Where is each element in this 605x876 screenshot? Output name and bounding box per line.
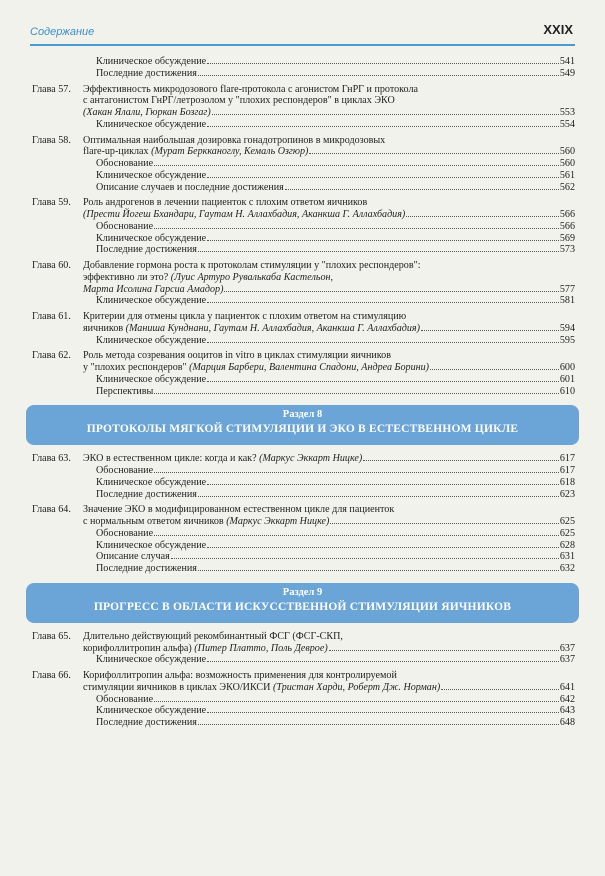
subsection-entry <box>30 694 575 706</box>
entry-page-number: 642 <box>559 693 575 705</box>
toc-entry-text <box>96 295 575 307</box>
entry-page-number: 623 <box>559 488 575 500</box>
toc-entry-text <box>83 643 575 655</box>
toc-entry-text <box>83 135 385 147</box>
toc-entry-text <box>96 694 575 706</box>
entry-title: с антагонистом ГнРГ/летрозолом у "плохих респондеров" в циклах ЭКО <box>83 95 395 107</box>
entry-page-number: 595 <box>559 334 575 346</box>
chapter-entry <box>30 453 575 465</box>
entry-title: Последние достижения <box>96 244 197 256</box>
entry-page-number: 566 <box>559 209 575 220</box>
entry-page-number: 562 <box>559 181 575 193</box>
toc-entry-text <box>96 233 575 245</box>
running-header <box>30 20 575 46</box>
entry-title: Критерии для отмены цикла у пациенток с плохим ответом на стимуляцию <box>83 311 407 322</box>
entry-page-number: 628 <box>559 539 575 551</box>
entry-title: Значение ЭКО в модифицированном естественном цикле для пациенток <box>83 504 395 516</box>
entry-page-number: 561 <box>559 169 575 181</box>
dot-leader <box>171 551 559 559</box>
entry-title: Обоснование <box>96 158 154 169</box>
entry-page-number: 560 <box>559 146 575 158</box>
toc-entry-text <box>83 362 575 374</box>
entry-title: Роль андрогенов в лечении пациенток с плохим ответом яичников <box>83 197 368 209</box>
subsection-entry <box>30 158 575 170</box>
subsection-entry <box>30 244 575 256</box>
entry-title: Клиническое обсуждение <box>96 169 207 181</box>
entry-page-number: 549 <box>559 67 575 79</box>
dot-leader <box>154 694 559 702</box>
entry-title: Обоснование <box>96 465 154 476</box>
entry-title: Последние достижения <box>96 563 197 574</box>
table-of-contents <box>30 56 575 729</box>
chapter-number: Глава 61. <box>32 311 71 322</box>
entry-authors: (Прести Йогеш Бхандари, Гаутам Н. Аллахбадия, Аканкша Г. Аллахбадия) <box>83 209 406 220</box>
header-rule <box>30 44 575 46</box>
chapter-entry-continuation <box>30 643 575 655</box>
entry-title: Последние достижения <box>96 488 197 500</box>
toc-entry-text <box>96 170 575 182</box>
chapter-entry-continuation <box>30 209 575 221</box>
entry-page-number: 637 <box>559 654 575 666</box>
toc-entry-text <box>96 386 575 398</box>
dot-leader <box>285 182 559 190</box>
entry-title: ЭКО в естественном цикле: когда и как? <box>83 453 260 465</box>
subsection-entry <box>30 221 575 233</box>
dot-leader <box>212 107 559 115</box>
chapter-number: Глава 60. <box>32 260 71 271</box>
entry-title: Клиническое обсуждение <box>96 56 207 67</box>
entry-page-number: 581 <box>559 295 575 307</box>
entry-title: яичников <box>83 322 126 334</box>
dot-leader <box>406 209 559 217</box>
dot-leader <box>207 170 559 178</box>
entry-title: Клиническое обсуждение <box>96 295 207 307</box>
toc-entry-text <box>96 477 575 489</box>
entry-page-number: 637 <box>559 642 575 654</box>
dot-leader <box>154 465 559 473</box>
subsection-entry <box>30 335 575 347</box>
subsection-entry <box>30 540 575 552</box>
subsection-entry <box>30 119 575 131</box>
chapter-entry <box>30 504 575 516</box>
subsection-entry <box>30 528 575 540</box>
entry-title: Клиническое обсуждение <box>96 654 207 666</box>
page-number: XXIX <box>543 22 573 37</box>
subsection-entry <box>30 654 575 666</box>
toc-entry-text <box>96 465 575 477</box>
entry-page-number: 554 <box>559 118 575 130</box>
toc-entry-text <box>83 260 421 272</box>
chapter-number: Глава 62. <box>32 350 71 362</box>
toc-entry-text <box>96 119 575 131</box>
toc-entry-text <box>96 551 575 563</box>
toc-entry-text <box>83 670 397 682</box>
toc-entry-text <box>83 350 391 362</box>
chapter-entry <box>30 670 575 682</box>
entry-page-number: 610 <box>559 385 575 397</box>
entry-authors: (Маркус Эккарт Ницке) <box>226 516 330 527</box>
entry-page-number: 601 <box>559 373 575 385</box>
dot-leader <box>330 516 558 524</box>
entry-title: Обоснование <box>96 527 154 539</box>
entry-authors: (Хакан Ялали, Гюркан Бозгаг) <box>83 107 211 118</box>
entry-title: стимуляции яичников в циклах ЭКО/ИКСИ <box>83 681 273 693</box>
toc-entry-text <box>83 631 343 643</box>
chapter-number: Глава 66. <box>32 670 71 681</box>
entry-title: Обоснование <box>96 220 154 232</box>
entry-page-number: 553 <box>559 107 575 118</box>
entry-title: Последние достижения <box>96 67 197 79</box>
entry-title: Добавление гормона роста к протоколам стимуляции у "плохих респондеров": <box>83 260 421 271</box>
toc-entry-text <box>96 244 575 256</box>
chapter-entry <box>30 84 575 96</box>
section-banner <box>26 405 579 445</box>
entry-title: Клиническое обсуждение <box>96 232 207 244</box>
entry-title: с нормальным ответом яичников <box>83 516 227 527</box>
chapter-number: Глава 57. <box>32 83 71 95</box>
dot-leader <box>154 528 559 536</box>
entry-page-number: 641 <box>559 681 575 693</box>
entry-title: Описание случаев и последние достижения <box>96 181 284 193</box>
entry-title: Клиническое обсуждение <box>96 476 207 488</box>
dot-leader <box>198 68 559 76</box>
chapter-entry <box>30 350 575 362</box>
toc-entry-text <box>96 489 575 501</box>
dot-leader <box>198 489 559 497</box>
toc-entry-text <box>83 107 575 119</box>
entry-title: Клиническое обсуждение <box>96 118 207 130</box>
entry-authors: (Луис Артуро Рувалькаба Кастельон, <box>170 271 334 283</box>
subsection-entry <box>30 170 575 182</box>
entry-page-number: 617 <box>559 465 575 476</box>
dot-leader <box>207 56 559 64</box>
subsection-entry <box>30 489 575 501</box>
entry-authors: (Мурат Беркканоглу, Кемаль Озгюр) <box>151 146 309 158</box>
entry-page-number: 632 <box>559 563 575 574</box>
dot-leader <box>207 374 559 382</box>
dot-leader <box>198 244 559 252</box>
entry-title: flare-up-циклах <box>83 146 152 158</box>
toc-entry-text <box>83 284 575 296</box>
toc-entry-text <box>83 272 333 284</box>
dot-leader <box>207 335 559 343</box>
toc-entry-text <box>96 221 575 233</box>
dot-leader <box>363 453 559 461</box>
toc-entry-text <box>83 516 575 528</box>
entry-title: корифоллитропин альфа) <box>83 642 195 654</box>
entry-title: эффективно ли это? <box>83 271 171 283</box>
chapter-entry-continuation <box>30 107 575 119</box>
subsection-entry <box>30 477 575 489</box>
toc-entry-text <box>83 209 575 221</box>
entry-page-number: 625 <box>559 516 575 527</box>
entry-page-number: 600 <box>559 362 575 373</box>
entry-title: Клиническое обсуждение <box>96 705 207 717</box>
chapter-entry <box>30 311 575 323</box>
chapter-number: Глава 58. <box>32 134 71 146</box>
entry-page-number: 569 <box>559 232 575 244</box>
toc-entry-text <box>83 504 394 516</box>
chapter-entry-continuation <box>30 272 575 284</box>
toc-entry-text <box>83 146 575 158</box>
dot-leader <box>421 323 559 331</box>
dot-leader <box>430 362 559 370</box>
entry-title: у "плохих респондеров" <box>83 362 190 373</box>
chapter-entry-continuation <box>30 362 575 374</box>
chapter-entry-continuation <box>30 682 575 694</box>
chapter-entry <box>30 135 575 147</box>
entry-page-number: 566 <box>559 220 575 232</box>
dot-leader <box>154 386 559 394</box>
chapter-entry-continuation <box>30 323 575 335</box>
chapter-number: Глава 63. <box>32 453 71 465</box>
toc-entry-text <box>96 158 575 170</box>
subsection-entry <box>30 68 575 80</box>
entry-title: Роль метода созревания ооцитов in vitro в циклах стимуляции яичников <box>83 350 391 362</box>
subsection-entry <box>30 551 575 563</box>
dot-leader <box>207 295 559 303</box>
entry-title: Описание случая <box>96 551 170 563</box>
entry-authors: (Маниша Кунднани, Гаутам Н. Аллахбадия, Аканкша Г. Аллахбадия) <box>125 322 420 334</box>
toc-entry-text <box>83 311 406 323</box>
entry-title: Перспективы <box>96 385 154 397</box>
entry-page-number: 577 <box>559 283 575 295</box>
dot-leader <box>207 119 559 127</box>
entry-page-number: 617 <box>559 453 575 465</box>
subsection-entry <box>30 465 575 477</box>
toc-entry-text <box>96 563 575 575</box>
toc-entry-text <box>96 540 575 552</box>
dot-leader <box>207 540 559 548</box>
subsection-entry <box>30 386 575 398</box>
entry-page-number: 573 <box>559 244 575 256</box>
chapter-entry <box>30 197 575 209</box>
dot-leader <box>198 717 559 725</box>
toc-entry-text <box>83 453 575 465</box>
chapter-entry-continuation <box>30 95 575 107</box>
toc-entry-text <box>83 323 575 335</box>
section-title: ПРОГРЕСС В ОБЛАСТИ ИСКУССТВЕННОЙ СТИМУЛЯЦИИ ЯИЧНИКОВ <box>93 600 512 613</box>
entry-page-number: 541 <box>559 56 575 67</box>
section-banner <box>26 583 579 623</box>
dot-leader <box>329 643 559 651</box>
toc-entry-text <box>96 68 575 80</box>
subsection-entry <box>30 233 575 245</box>
toc-entry-text <box>83 95 395 107</box>
subsection-entry <box>30 182 575 194</box>
toc-entry-text <box>96 705 575 717</box>
subsection-entry <box>30 374 575 386</box>
subsection-entry <box>30 295 575 307</box>
chapter-number: Глава 59. <box>32 197 71 209</box>
toc-entry-text <box>96 654 575 666</box>
entry-title: Клиническое обсуждение <box>96 334 207 346</box>
section-title: ПРОТОКОЛЫ МЯГКОЙ СТИМУЛЯЦИИ И ЭКО В ЕСТЕСТВЕННОМ ЦИКЛЕ <box>86 423 519 435</box>
entry-title: Оптимальная наибольшая дозировка гонадотропинов в микродозовых <box>83 134 386 146</box>
toc-entry-text <box>83 682 575 694</box>
chapter-entry-continuation <box>30 284 575 296</box>
dot-leader <box>207 705 559 713</box>
section-number: Раздел 9 <box>282 586 323 598</box>
entry-title: Последние достижения <box>96 717 197 728</box>
toc-entry-text <box>96 182 575 194</box>
toc-entry-text <box>96 528 575 540</box>
subsection-entry <box>30 56 575 68</box>
entry-title: Обоснование <box>96 693 154 705</box>
subsection-entry <box>30 705 575 717</box>
entry-title: Клиническое обсуждение <box>96 539 207 551</box>
toc-entry-text <box>83 197 367 209</box>
toc-entry-text <box>96 717 575 729</box>
dot-leader <box>154 221 559 229</box>
entry-authors: (Тристан Харди, Роберт Дж. Норман) <box>272 681 441 693</box>
dot-leader <box>224 284 558 292</box>
entry-page-number: 618 <box>559 476 575 488</box>
chapter-entry-continuation <box>30 516 575 528</box>
dot-leader <box>441 682 559 690</box>
entry-authors: (Маркус Эккарт Ницке) <box>259 453 363 465</box>
entry-page-number: 560 <box>559 158 575 169</box>
entry-page-number: 643 <box>559 705 575 717</box>
entry-title: Длительно действующий рекомбинантный ФСГ (ФСГ-СКП, <box>83 630 343 642</box>
entry-authors: (Питер Платто, Поль Деврое) <box>194 642 328 654</box>
chapter-number: Глава 64. <box>32 504 71 516</box>
chapter-entry <box>30 260 575 272</box>
toc-entry-text <box>96 56 575 68</box>
entry-page-number: 625 <box>559 527 575 539</box>
chapter-entry <box>30 631 575 643</box>
dot-leader <box>207 233 559 241</box>
entry-page-number: 648 <box>559 717 575 728</box>
toc-entry-text <box>96 335 575 347</box>
dot-leader <box>207 477 559 485</box>
dot-leader <box>198 563 559 571</box>
toc-entry-text <box>83 84 418 96</box>
dot-leader <box>154 158 559 166</box>
entry-title: Корифоллитропин альфа: возможность применения для контролируемой <box>83 670 397 681</box>
entry-page-number: 631 <box>559 551 575 563</box>
subsection-entry <box>30 717 575 729</box>
section-number: Раздел 8 <box>282 409 323 421</box>
chapter-number: Глава 65. <box>32 630 71 642</box>
entry-title: Эффективность микродозового flare-протокола с агонистом ГнРГ и протокола <box>83 83 418 95</box>
chapter-entry-continuation <box>30 146 575 158</box>
dot-leader <box>207 654 559 662</box>
entry-authors: Марта Исолина Гарсиа Амадор) <box>83 283 224 295</box>
subsection-entry <box>30 563 575 575</box>
entry-title: Клиническое обсуждение <box>96 373 207 385</box>
running-header-section: Содержание <box>30 26 95 38</box>
toc-entry-text <box>96 374 575 386</box>
dot-leader <box>309 146 558 154</box>
entry-page-number: 594 <box>559 322 575 334</box>
entry-authors: (Марция Барбери, Валентина Спадони, Андреа Борини) <box>189 362 430 373</box>
